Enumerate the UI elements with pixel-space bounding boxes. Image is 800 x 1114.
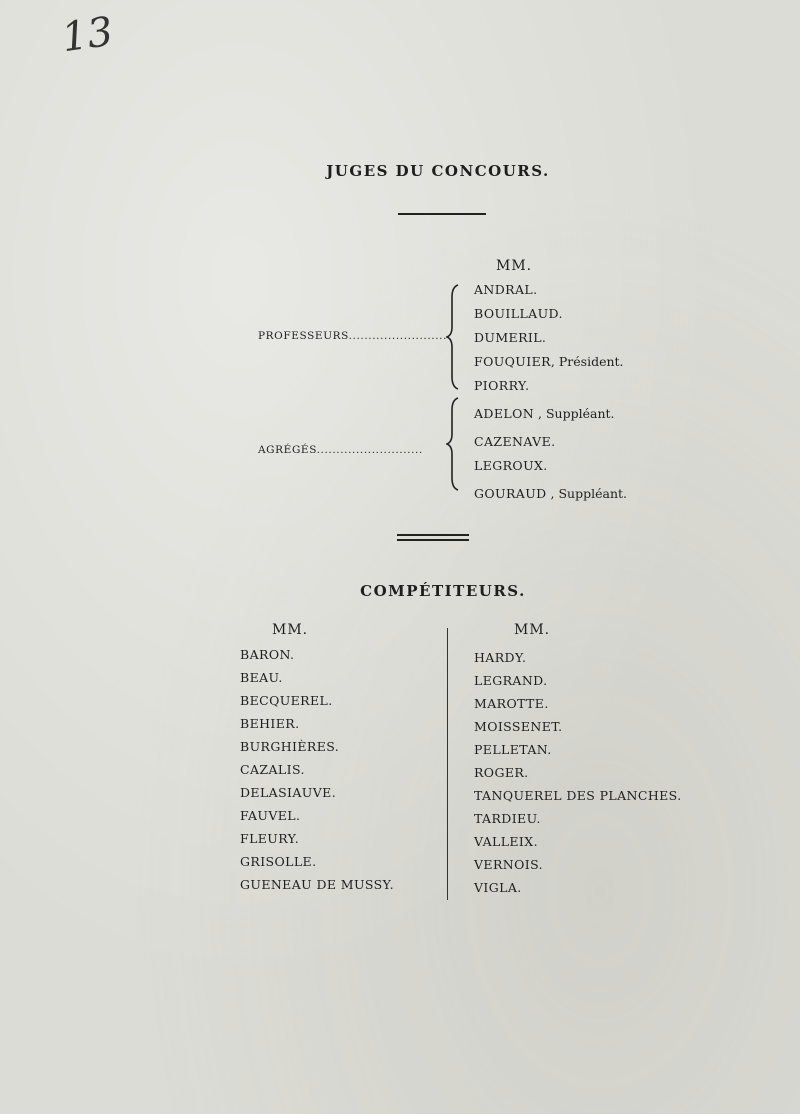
competitor-name: LEGRAND. bbox=[474, 673, 548, 688]
competitor-name: CAZALIS. bbox=[240, 762, 305, 777]
section-separator-top bbox=[397, 534, 469, 536]
professeur-name: BOUILLAUD. bbox=[474, 306, 563, 321]
column-divider bbox=[447, 628, 448, 900]
competitor-name: FLEURY. bbox=[240, 831, 300, 846]
competitor-name: TANQUEREL DES PLANCHES. bbox=[474, 788, 682, 803]
competitor-name: PELLETAN. bbox=[474, 742, 552, 757]
professeurs-brace bbox=[446, 283, 466, 391]
competitor-name: MOISSENET. bbox=[474, 719, 563, 734]
competitor-name: MAROTTE. bbox=[474, 696, 549, 711]
agrege-name: ADELON , Suppléant. bbox=[474, 406, 615, 421]
professeurs-label: PROFESSEURS......................... bbox=[258, 330, 448, 342]
competitor-name: VERNOIS. bbox=[474, 857, 543, 872]
competitor-name: TARDIEU. bbox=[474, 811, 541, 826]
competitor-name: GRISOLLE. bbox=[240, 854, 317, 869]
competitors-title: COMPÉTITEURS. bbox=[360, 582, 526, 600]
agreges-brace bbox=[446, 396, 466, 492]
competitors-left-list bbox=[240, 647, 394, 900]
competitor-name: BARON. bbox=[240, 647, 295, 662]
competitor-name: ROGER. bbox=[474, 765, 529, 780]
section-separator-bottom bbox=[397, 539, 469, 541]
title-rule bbox=[398, 213, 486, 215]
professeur-name: ANDRAL. bbox=[474, 282, 538, 297]
agreges-list bbox=[474, 406, 627, 510]
jury-mm: MM. bbox=[496, 258, 533, 274]
professeurs-list bbox=[474, 282, 624, 402]
competitors-right-list bbox=[474, 650, 682, 903]
competitor-name: DELASIAUVE. bbox=[240, 785, 337, 800]
competitor-name: HARDY. bbox=[474, 650, 527, 665]
competitor-name: FAUVEL. bbox=[240, 808, 301, 823]
competitor-name: VALLEIX. bbox=[474, 834, 538, 849]
competitor-name: VIGLA. bbox=[474, 880, 522, 895]
competitors-mm-left: MM. bbox=[272, 622, 309, 638]
competitor-name: BURGHIÈRES. bbox=[240, 739, 340, 754]
competitor-name: BEAU. bbox=[240, 670, 283, 685]
agrege-name: CAZENAVE. bbox=[474, 434, 556, 449]
professeur-name: DUMERIL. bbox=[474, 330, 547, 345]
jury-title: JUGES DU CONCOURS. bbox=[326, 162, 550, 180]
page-number: 13 bbox=[59, 8, 116, 62]
professeur-name: FOUQUIER, Président. bbox=[474, 354, 624, 369]
agreges-label: AGRÉGÉS........................... bbox=[258, 444, 423, 456]
competitor-name: BECQUEREL. bbox=[240, 693, 333, 708]
competitor-name: GUENEAU DE MUSSY. bbox=[240, 877, 395, 892]
competitors-mm-right: MM. bbox=[514, 622, 551, 638]
competitor-name: BEHIER. bbox=[240, 716, 300, 731]
agrege-name: GOURAUD , Suppléant. bbox=[474, 486, 628, 501]
agrege-name: LEGROUX. bbox=[474, 458, 548, 473]
professeur-name: PIORRY. bbox=[474, 378, 530, 393]
